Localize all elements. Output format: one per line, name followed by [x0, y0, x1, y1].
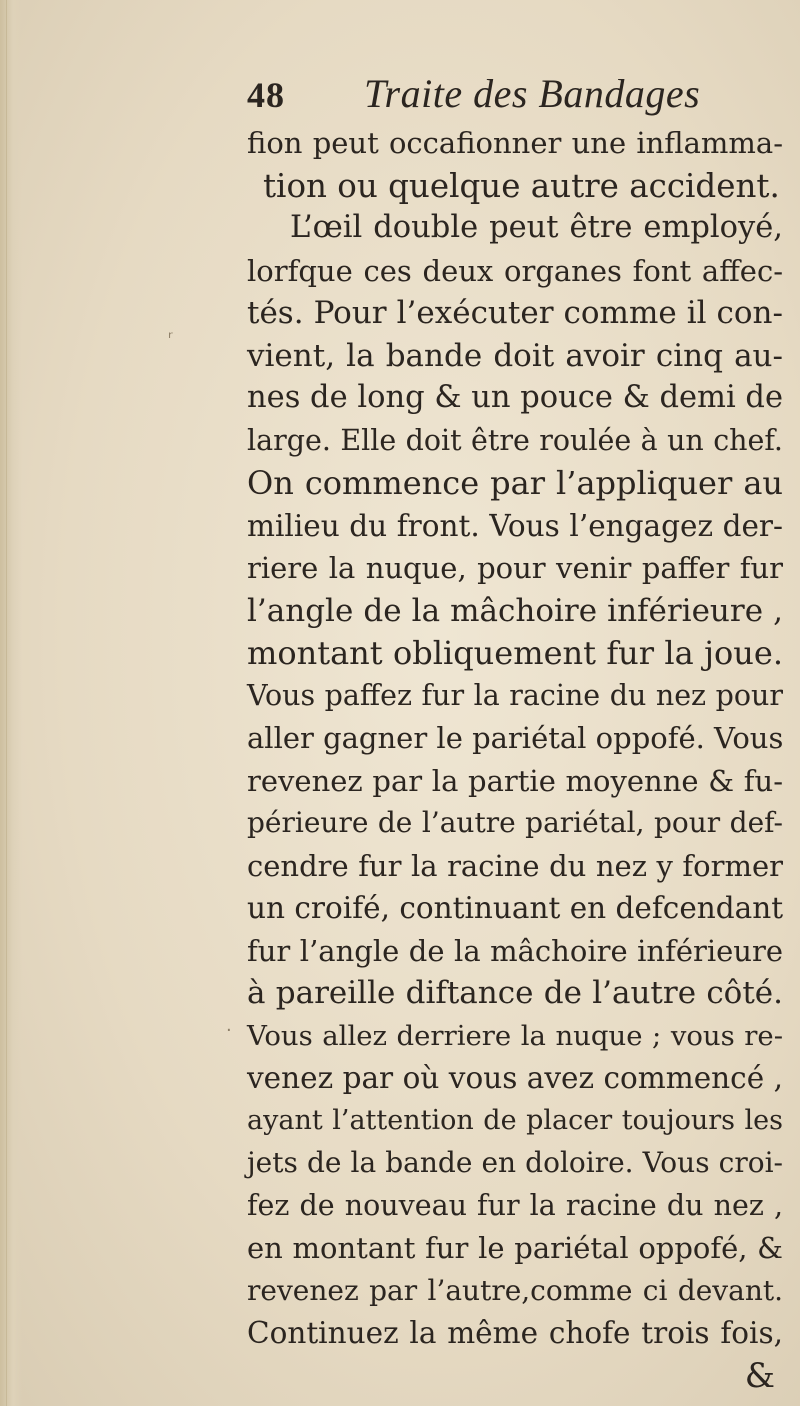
text-line: revenez par l’autre,comme ci devant.: [247, 1273, 783, 1307]
body-text: [247, 122, 783, 1397]
text-line: venez par où vous avez commencé ,: [247, 1061, 783, 1095]
text-line: lorfque ces deux organes font affec-: [247, 253, 783, 288]
text-line: un croifé, continuant en defcendant: [247, 891, 784, 925]
text-line: périeure de l’autre pariétal, pour def-: [247, 806, 783, 839]
text-line: Vous allez derriere la nuque ; vous re-: [247, 1019, 783, 1052]
text-line: fion peut occafionner une inflamma-: [247, 126, 783, 160]
text-line: cendre fur la racine du nez y former: [247, 848, 783, 883]
text-line: Vous paffez fur la racine du nez pour: [247, 678, 783, 712]
text-line: nes de long & un pouce & demi de: [247, 380, 783, 415]
text-line: L’œil double peut être employé,: [290, 210, 783, 245]
running-title: Traite des Bandages: [364, 71, 701, 116]
text-line: milieu du front. Vous l’engagez der-: [247, 508, 783, 543]
text-line: l’angle de la mâchoire inférieure ,: [247, 592, 783, 629]
text-line: riere la nuque, pour venir paffer fur: [247, 551, 783, 585]
text-line: jets de la bande en doloire. Vous croi-: [247, 1146, 783, 1179]
text-line: revenez par la partie moyenne & fu-: [247, 763, 783, 798]
text-line: large. Elle doit être roulée à un chef.: [247, 423, 783, 457]
margin-tick-mark: ʳ: [168, 328, 173, 349]
margin-tick-mark: ·: [226, 1020, 232, 1041]
text-line: fez de nouveau fur la racine du nez ,: [247, 1188, 783, 1222]
text-line: montant obliquement fur la joue.: [247, 634, 783, 672]
text-line: aller gagner le pariétal oppofé. Vous: [247, 721, 784, 755]
page-edge: [0, 0, 22, 1406]
text-line: tion ou quelque autre accident.: [263, 166, 780, 205]
text-line: tés. Pour l’exécuter comme il con-: [247, 295, 783, 331]
text-line: fur l’angle de la mâchoire inférieure: [247, 933, 783, 968]
text-line: vient, la bande doit avoir cinq au-: [247, 337, 783, 374]
text-line: On commence par l’appliquer au: [247, 464, 783, 502]
page-number: 48: [247, 75, 285, 115]
text-line: à pareille diftance de l’autre côté.: [247, 975, 783, 1011]
catchword: &: [744, 1355, 775, 1396]
text-line: Continuez la même chofe trois fois,: [247, 1316, 783, 1350]
text-line: ayant l’attention de placer toujours les: [247, 1104, 783, 1136]
text-line: en montant fur le pariétal oppofé, &: [247, 1231, 783, 1265]
running-head: [247, 70, 707, 122]
gutter-line: [6, 0, 7, 1406]
